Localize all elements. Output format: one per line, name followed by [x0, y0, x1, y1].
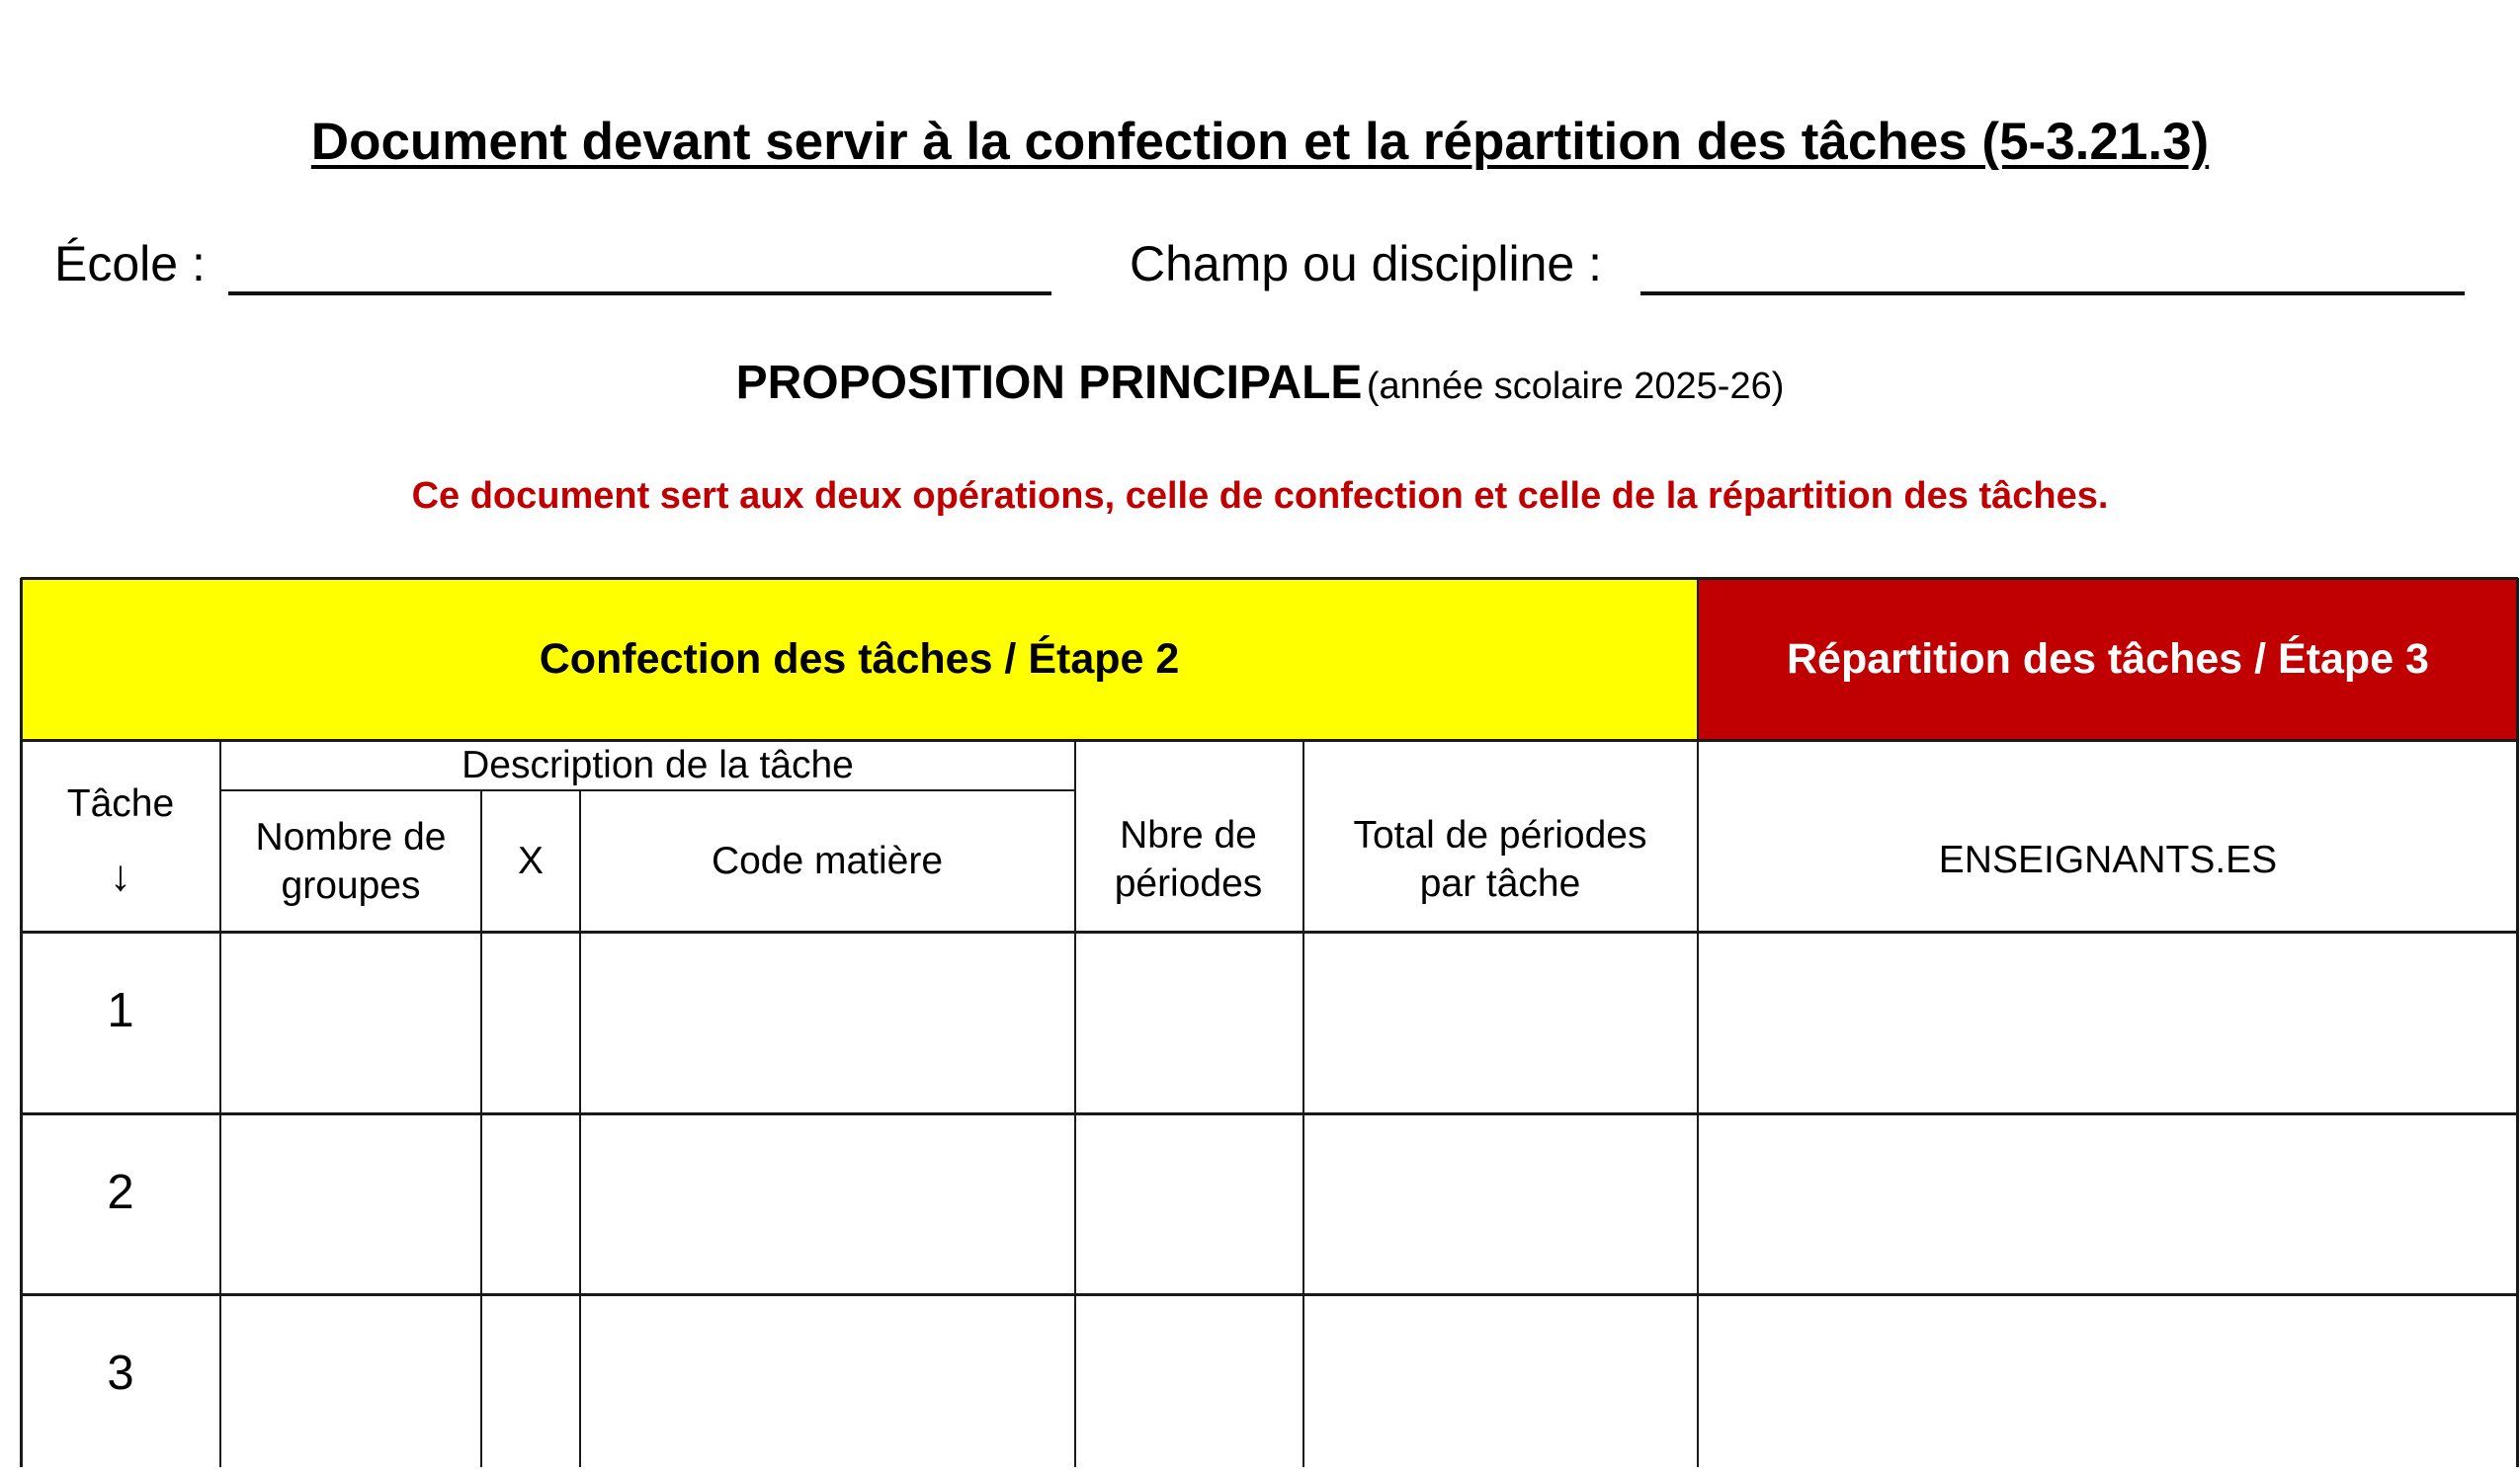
header-bottom-divider: [21, 931, 2518, 934]
row-2-divider: [21, 1293, 2518, 1296]
band-divider: [21, 739, 2518, 742]
header-code-matiere-label: Code matière: [711, 840, 944, 882]
proposition-heading: [0, 354, 2520, 424]
col-divider-nombre: [480, 790, 482, 1467]
row-2-enseignant[interactable]: [1698, 1113, 2518, 1294]
repartition-band-label: Répartition des tâches / Étape 3: [1787, 635, 2429, 683]
row-2-tache-number: 2: [107, 1165, 134, 1219]
row-1-nbre-periodes[interactable]: [1074, 932, 1302, 1113]
row-1-nombre-groupes[interactable]: [220, 932, 481, 1113]
row-1-x[interactable]: [481, 932, 580, 1113]
champ-discipline-field[interactable]: [1640, 291, 2465, 295]
header-tache-label: Tâche: [66, 782, 175, 825]
header-nbre-periodes: [1074, 740, 1302, 932]
header-tache: [21, 740, 220, 932]
ecole-field[interactable]: [228, 291, 1051, 295]
row-3-nombre-groupes[interactable]: [220, 1294, 481, 1475]
description-subheader-divider: [220, 789, 1075, 791]
row-1-tache: [21, 932, 220, 1113]
row-2-code-matiere[interactable]: [580, 1113, 1074, 1294]
header-code-matiere: [580, 790, 1074, 932]
header-enseignants: [1698, 740, 2518, 932]
header-description-label: Description de la tâche: [462, 744, 854, 786]
col-divider-tache: [219, 740, 221, 1467]
row-3-code-matiere[interactable]: [580, 1294, 1074, 1475]
row-1-divider: [21, 1112, 2518, 1115]
arrow-down-icon: ↓: [110, 852, 131, 900]
confection-band: [21, 578, 1698, 740]
document-title-text: Document devant servir à la confection et la répartition des tâches (5-3.21.3): [310, 113, 2210, 171]
row-3-total-periodes[interactable]: [1302, 1294, 1698, 1475]
row-1-tache-number: 1: [107, 984, 134, 1037]
row-2-nbre-periodes[interactable]: [1074, 1113, 1302, 1294]
proposition-school-year: (année scolaire 2025-26): [1366, 366, 1785, 407]
row-1-code-matiere[interactable]: [580, 932, 1074, 1113]
task-table: [21, 578, 2518, 1467]
champ-discipline-label: Champ ou discipline :: [1130, 236, 1603, 291]
header-total-periodes-line1: Total de périodes: [1353, 814, 1647, 857]
row-3-tache: [21, 1294, 220, 1475]
table-border-top: [21, 577, 2518, 580]
header-nombre-groupes: [220, 790, 481, 932]
row-3-tache-number: 3: [107, 1346, 134, 1400]
col-divider-nbre: [1302, 740, 1304, 1467]
col-divider-code: [1074, 740, 1076, 1467]
row-2-total-periodes[interactable]: [1302, 1113, 1698, 1294]
col-divider-total: [1697, 578, 1699, 1467]
table-border-left: [20, 578, 23, 1467]
row-2-tache: [21, 1113, 220, 1294]
row-2-x[interactable]: [481, 1113, 580, 1294]
header-nombre-groupes-line1: Nombre de: [255, 815, 447, 859]
document-title: [0, 111, 2520, 174]
header-total-periodes: [1302, 740, 1698, 932]
header-description-group: [220, 740, 1095, 790]
proposition-main: PROPOSITION PRINCIPALE: [735, 357, 1363, 409]
row-2-nombre-groupes[interactable]: [220, 1113, 481, 1294]
header-x-label: X: [517, 840, 544, 882]
header-x: [481, 790, 580, 932]
header-nbre-periodes-line1: Nbre de: [1120, 814, 1257, 857]
repartition-band: [1698, 578, 2518, 740]
header-total-periodes-line2: par tâche: [1419, 862, 1581, 905]
row-1-total-periodes[interactable]: [1302, 932, 1698, 1113]
row-3-enseignant[interactable]: [1698, 1294, 2518, 1475]
table-border-right: [2516, 578, 2519, 1467]
row-1-enseignant[interactable]: [1698, 932, 2518, 1113]
ecole-label: École :: [54, 236, 206, 291]
instruction-note: Ce document sert aux deux opérations, celle de confection et celle de la répartition des tâches.: [411, 475, 2109, 517]
header-nbre-periodes-line2: périodes: [1114, 862, 1263, 905]
header-enseignants-label: ENSEIGNANTS.ES: [1938, 838, 2278, 881]
col-divider-x: [579, 790, 581, 1467]
header-nombre-groupes-line2: groupes: [281, 863, 421, 907]
row-3-nbre-periodes[interactable]: [1074, 1294, 1302, 1475]
row-3-x[interactable]: [481, 1294, 580, 1475]
confection-band-label: Confection des tâches / Étape 2: [539, 635, 1180, 683]
